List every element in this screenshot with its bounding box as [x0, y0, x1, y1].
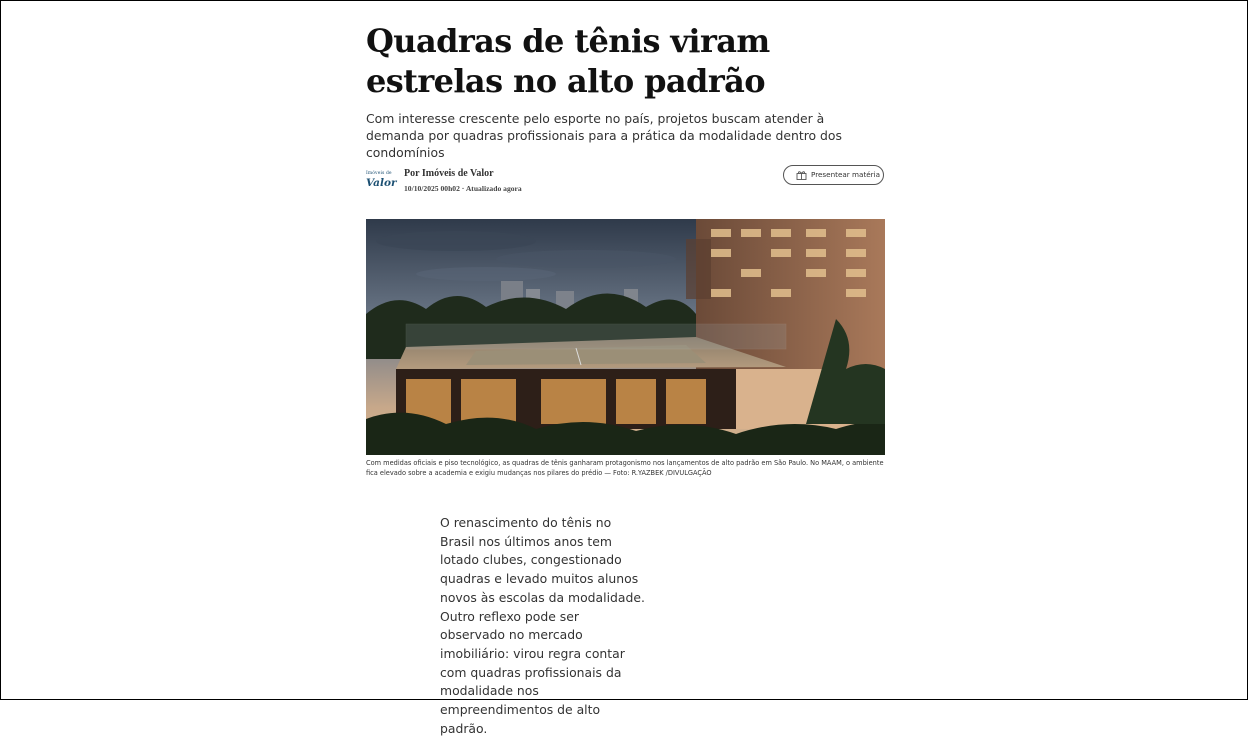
tennis-court-rendering	[366, 219, 885, 455]
gift-icon	[796, 170, 807, 180]
image-caption: Com medidas oficiais e piso tecnológico, as quadras de tênis ganharam protagonismo nos lançamentos de alto padrão em São Paulo. No MAAM, o ambiente fica elevado sobre a academia e exigiu mudanças nos pilares do prédio — Foto: R.YAZBEK /DIVULGAÇÃO	[366, 459, 884, 477]
article-headline: Quadras de tênis viram estrelas no alto padrão	[366, 22, 770, 100]
hero-image[interactable]	[366, 219, 885, 455]
publish-date: 10/10/2025 00h02 · Atualizado agora	[404, 184, 522, 193]
byline	[366, 165, 885, 197]
imoveis-de-valor-logo	[366, 172, 396, 196]
logo-line-2: Valor	[366, 176, 397, 189]
article-subtitle: Com interesse crescente pelo esporte no país, projetos buscam atender à demanda por quadras profissionais para a prática da modalidade dentro dos condomínios	[366, 111, 842, 160]
logo-line-1: Imóveis de	[366, 171, 392, 176]
gift-article-button[interactable]	[783, 165, 884, 185]
author-name[interactable]: Por Imóveis de Valor	[404, 168, 494, 179]
gift-button-label: Presentear matéria	[811, 170, 881, 179]
article-body-paragraph: O renascimento do tênis no Brasil nos últimos anos tem lotado clubes, congestionado quadras e levado muitos alunos novos às escolas da modalidade. Outro reflexo pode ser observado no mercado imobiliário: virou regra contar com quadras profissionais da modalidade nos empreendimentos de alto padrão.	[440, 515, 645, 736]
